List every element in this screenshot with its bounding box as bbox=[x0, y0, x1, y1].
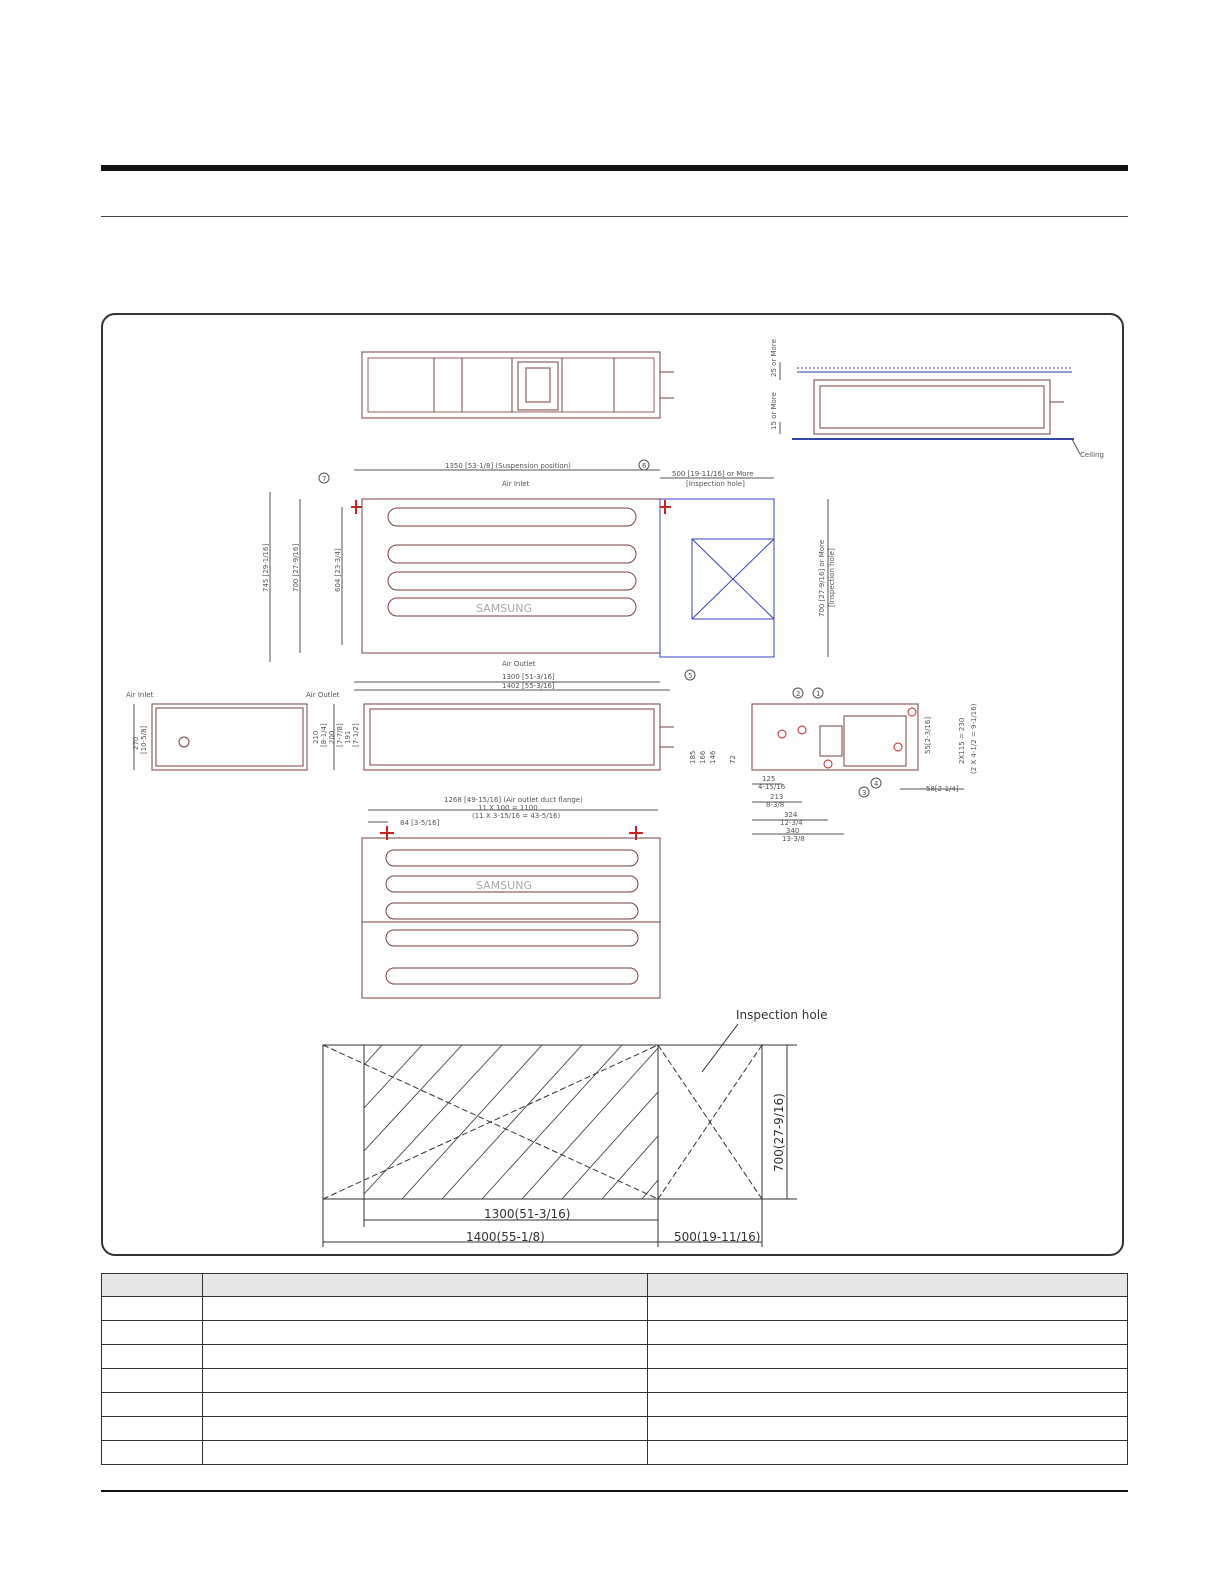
table-cell bbox=[202, 1345, 648, 1369]
label-side-210-in: [8-1/4] bbox=[320, 723, 328, 747]
footer-rule bbox=[101, 1490, 1128, 1492]
label-d213: 213 bbox=[770, 793, 784, 801]
table-row bbox=[102, 1417, 1128, 1441]
table-row bbox=[102, 1321, 1128, 1345]
drawing-frame bbox=[101, 313, 1124, 1256]
label-inspection-top-sub: [Inspection hole] bbox=[686, 480, 745, 488]
label-right700-sub: [Inspection hole] bbox=[828, 548, 836, 607]
callout-number: 1 bbox=[816, 690, 821, 698]
table-cell bbox=[102, 1441, 203, 1465]
label-d324-in: 12-3/4 bbox=[780, 819, 803, 827]
table-cell bbox=[648, 1321, 1128, 1345]
label-inspection-top: 500 [19-11/16] or More bbox=[672, 470, 754, 478]
lower-plan-view bbox=[362, 810, 660, 998]
label-side-191: 191 bbox=[344, 730, 352, 744]
side-view-left bbox=[134, 704, 334, 770]
spec-table bbox=[101, 1273, 1128, 1465]
table-header-cell bbox=[648, 1274, 1128, 1297]
brand-logo-lower: SAMSUNG bbox=[476, 879, 532, 892]
table-row bbox=[102, 1369, 1128, 1393]
table-cell bbox=[202, 1297, 648, 1321]
table-cell bbox=[102, 1297, 203, 1321]
table-cell bbox=[102, 1369, 203, 1393]
header-rule-thin bbox=[101, 216, 1128, 217]
header-rule-thick bbox=[101, 165, 1128, 171]
label-d84: 84 [3-5/16] bbox=[400, 819, 440, 827]
callout-number: 4 bbox=[874, 780, 879, 788]
label-h745: 745 [29-1/16] bbox=[262, 543, 270, 592]
label-side-210: 210 bbox=[312, 730, 320, 744]
label-air-outlet-side: Air Outlet bbox=[306, 691, 340, 699]
label-d125-in: 4-15/16 bbox=[758, 783, 786, 791]
label-air-inlet: Air Inlet bbox=[502, 480, 530, 488]
table-cell bbox=[102, 1393, 203, 1417]
plan-view bbox=[270, 460, 828, 690]
table-cell bbox=[648, 1369, 1128, 1393]
label-d340-in: 13-3/8 bbox=[782, 835, 805, 843]
label-side-200: 200 bbox=[328, 730, 336, 744]
callout-number: 3 bbox=[862, 789, 867, 797]
table-header-row bbox=[102, 1274, 1128, 1297]
label-bottom-h700: 700(27-9/16) bbox=[772, 1093, 786, 1172]
label-side-270: 270 bbox=[132, 736, 140, 750]
table-cell bbox=[202, 1393, 648, 1417]
brand-logo-plan: SAMSUNG bbox=[476, 602, 532, 615]
label-side-270-in: [10-5/8] bbox=[140, 725, 148, 754]
table-row bbox=[102, 1393, 1128, 1417]
label-d340: 340 bbox=[786, 827, 800, 835]
label-suspension: 1350 [53-1/8] (Suspension position) bbox=[445, 462, 571, 470]
label-air-inlet-side: Air Inlet bbox=[126, 691, 154, 699]
table-cell bbox=[648, 1297, 1128, 1321]
table-cell bbox=[202, 1321, 648, 1345]
callout-number: 5 bbox=[688, 672, 693, 680]
label-flange-calc-in: (11 X 3-15/16 = 43-5/16) bbox=[472, 812, 561, 820]
table-cell bbox=[102, 1321, 203, 1345]
label-bottom-w1300: 1300(51-3/16) bbox=[484, 1207, 571, 1221]
dimension-drawing bbox=[103, 315, 1126, 1258]
label-more-bottom: 15 or More bbox=[770, 392, 778, 430]
label-d324: 324 bbox=[784, 811, 798, 819]
label-ceiling: Ceiling bbox=[1080, 451, 1104, 459]
label-width-1402: 1402 [55-3/16] bbox=[502, 682, 555, 690]
label-inspection-hole: Inspection hole bbox=[736, 1008, 828, 1022]
label-r-calc-in: (2 X 4-1/2 = 9-1/16) bbox=[970, 703, 978, 774]
top-front-view bbox=[362, 352, 674, 418]
table-row bbox=[102, 1297, 1128, 1321]
label-flange: 1268 [49-15/16] (Air outlet duct flange) bbox=[444, 796, 583, 804]
table-cell bbox=[202, 1369, 648, 1393]
label-air-outlet: Air Outlet bbox=[502, 660, 536, 668]
table-cell bbox=[202, 1441, 648, 1465]
label-h700: 700 [27-9/16] bbox=[292, 543, 300, 592]
table-cell bbox=[102, 1417, 203, 1441]
callout-number: 7 bbox=[322, 475, 327, 483]
label-more-top: 25 or More bbox=[770, 339, 778, 377]
table-header-cell bbox=[202, 1274, 648, 1297]
label-bottom-w500: 500(19-11/16) bbox=[674, 1230, 761, 1244]
label-d125: 125 bbox=[762, 775, 776, 783]
callout-number: 6 bbox=[642, 462, 647, 470]
label-d55: 55[2-3/16] bbox=[924, 716, 932, 754]
label-right700: 700 [27-9/16] or More bbox=[818, 539, 826, 617]
label-flange-calc: 11 X 100 = 1100 bbox=[478, 804, 538, 812]
table-cell bbox=[648, 1393, 1128, 1417]
ceiling-view bbox=[780, 362, 1080, 454]
label-r-calc: 2X115 = 230 bbox=[958, 717, 966, 764]
label-side-200-in: [7-7/8] bbox=[336, 723, 344, 747]
label-side-191-in: [7-1/2] bbox=[352, 723, 360, 747]
label-d213-in: 8-3/8 bbox=[766, 801, 785, 809]
label-d146: 146 bbox=[709, 750, 717, 764]
table-header-cell bbox=[102, 1274, 203, 1297]
table-cell bbox=[202, 1417, 648, 1441]
table-cell bbox=[102, 1345, 203, 1369]
table-cell bbox=[648, 1417, 1128, 1441]
label-width-1300: 1300 [51-3/16] bbox=[502, 673, 555, 681]
table-cell bbox=[648, 1441, 1128, 1465]
label-d72: 72 bbox=[729, 755, 737, 764]
label-d185: 185 bbox=[689, 750, 697, 764]
table-cell bbox=[648, 1345, 1128, 1369]
label-d58: 58[2-1/4] bbox=[926, 785, 959, 793]
front-view-middle bbox=[364, 704, 674, 770]
label-d166: 166 bbox=[699, 750, 707, 764]
label-bottom-w1400: 1400(55-1/8) bbox=[466, 1230, 545, 1244]
table-row bbox=[102, 1441, 1128, 1465]
callout-number: 2 bbox=[796, 690, 801, 698]
table-row bbox=[102, 1345, 1128, 1369]
label-h604: 604 [23-3/4] bbox=[334, 548, 342, 592]
